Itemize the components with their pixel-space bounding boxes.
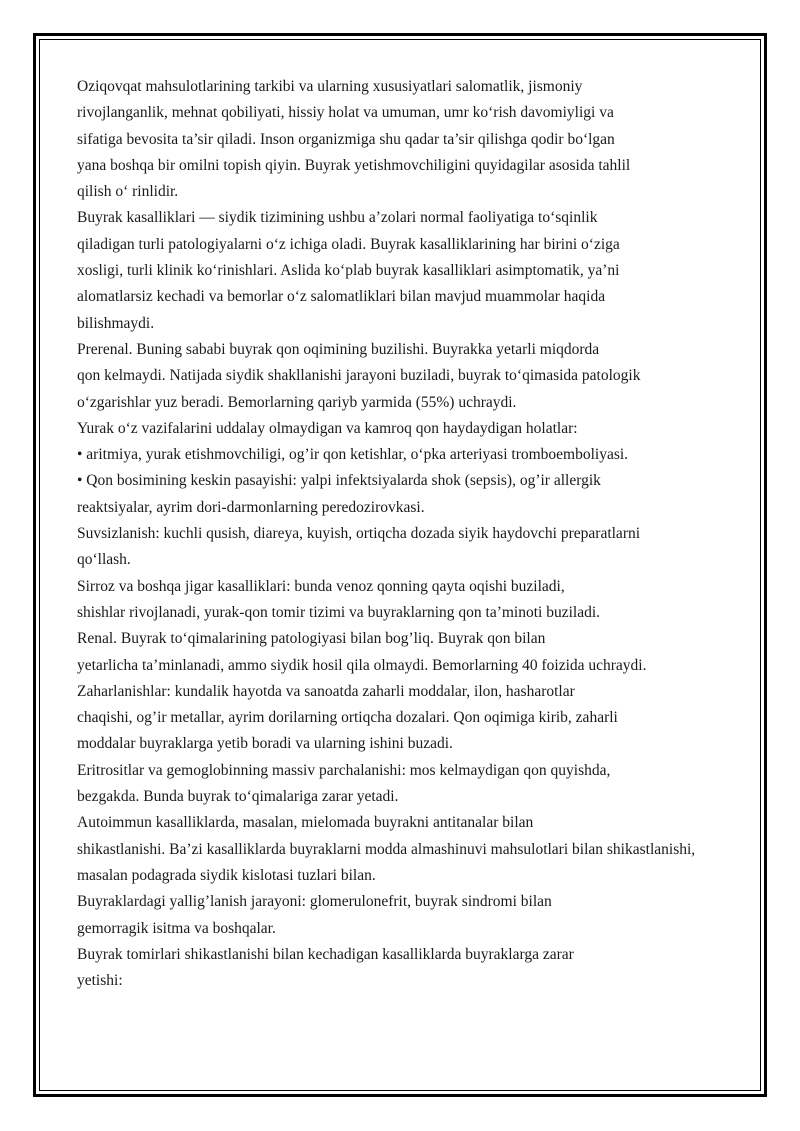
text-line: Buyraklardagi yallig’lanish jarayoni: glomerulonefrit, buyrak sindromi bilan [77,893,552,911]
text-line: moddalar buyraklarga yetib boradi va ularning ishini buzadi. [77,735,453,753]
text-line: Suvsizlanish: kuchli qusish, diareya, kuyish, ortiqcha dozada siyik haydovchi preparatlarni [77,525,641,543]
text-line: Eritrositlar va gemoglobinning massiv parchalanishi: mos kelmaydigan qon quyishda, [77,761,611,779]
document-body [77,74,757,994]
text-line: yetishi: [77,972,123,990]
text-line: qon kelmaydi. Natijada siydik shakllanishi jarayoni buziladi, buyrak to‘qimasida patologik [77,367,641,385]
text-line: shikastlanishi. Ba’zi kasalliklarda buyraklarni modda almashinuvi mahsulotlari bilan shikastlanishi, [77,840,696,858]
text-line: sifatiga bevosita ta’sir qiladi. Inson organizmiga shu qadar ta’sir qilishga qodir bo‘lgan [77,130,615,148]
text-line: yetarlicha ta’minlanadi, ammo siydik hosil qila olmaydi. Bemorlarning 40 foizida uchraydi. [77,656,647,674]
text-line: Sirroz va boshqa jigar kasalliklari: bunda venoz qonning qayta oqishi buziladi, [77,577,565,595]
text-line: Yurak o‘z vazifalarini uddalay olmaydigan va kamroq qon haydaydigan holatlar: [77,419,578,437]
text-line: rivojlanganlik, mehnat qobiliyati, hissiy holat va umuman, umr ko‘rish davomiyligi va [77,104,614,122]
text-line: qo‘llash. [77,551,131,569]
text-line: Oziqovqat mahsulotlarining tarkibi va ularning xususiyatlari salomatlik, jismoniy [77,78,583,95]
text-line: reaktsiyalar, ayrim dori-darmonlarning peredozirovkasi. [77,498,425,516]
text-line: Zaharlanishlar: kundalik hayotda va sanoatda zaharli moddalar, ilon, hasharotlar [77,682,575,700]
text-line: bilishmaydi. [77,314,155,332]
text-line: alomatlarsiz kechadi va bemorlar o‘z salomatliklari bilan mavjud muammolar haqida [77,288,606,306]
text-line: xosligi, turli klinik ko‘rinishlari. Aslida ko‘plab buyrak kasalliklari asimptomatik, ya’ni [77,262,620,280]
text-line: Renal. Buyrak to‘qimalarining patologiyasi bilan bog’liq. Buyrak qon bilan [77,630,546,648]
text-line: chaqishi, og’ir metallar, ayrim dorilarning ortiqcha dozalari. Qon oqimiga kirib, zaharli [77,709,618,727]
text-line: Autoimmun kasalliklarda, masalan, mielomada buyrakni antitanalar bilan [77,814,534,832]
text-line: Prerenal. Buning sababi buyrak qon oqimining buzilishi. Buyrakka yetarli miqdorda [77,340,600,358]
text-line: Buyrak tomirlari shikastlanishi bilan kechadigan kasalliklarda buyraklarga zarar [77,945,574,963]
text-line: gemorragik isitma va boshqalar. [77,919,276,937]
text-line: masalan podagrada siydik kislotasi tuzlari bilan. [77,866,376,884]
text-line: qiladigan turli patologiyalarni o‘z ichiga oladi. Buyrak kasalliklarining har birini o‘ziga [77,235,620,253]
text-line: yana boshqa bir omilni topish qiyin. Buyrak yetishmovchiligini quyidagilar asosida tahlil [77,156,631,174]
text-line: Buyrak kasalliklari — siydik tizimining ushbu a’zolari normal faoliyatiga to‘sqinlik [77,209,598,227]
text-line: o‘zgarishlar yuz beradi. Bemorlarning qariyb yarmida (55%) uchraydi. [77,393,517,411]
text-line: • Qon bosimining keskin pasayishi: yalpi infektsiyalarda shok (sepsis), og’ir allergik [77,472,601,490]
text-line: • aritmiya, yurak etishmovchiligi, og’ir qon ketishlar, o‘pka arteriyasi tromboemboliyasi. [77,446,629,464]
text-line: bezgakda. Bunda buyrak to‘qimalariga zarar yetadi. [77,788,399,806]
text-line: shishlar rivojlanadi, yurak-qon tomir tizimi va buyraklarning qon ta’minoti buziladi. [77,603,601,621]
text-line: qilish o‘ rinlidir. [77,183,179,201]
